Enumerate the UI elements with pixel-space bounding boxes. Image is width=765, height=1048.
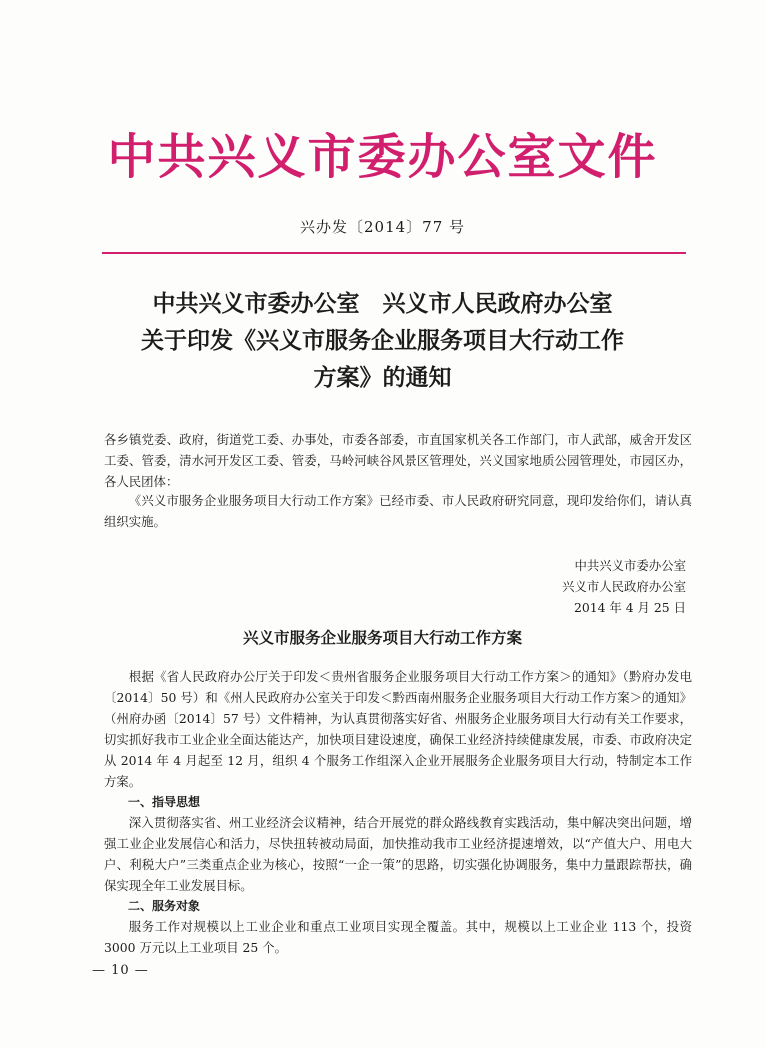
plan-body: [104, 666, 692, 958]
section-text-guiding-ideology: 深入贯彻落实省、州工业经济会议精神，结合开展党的群众路线教育实践活动，集中解决突出问题，增强工业企业发展信心和活力，尽快扭转被动局面，加快推动我市工业经济提速增效，以“产值大户、用电大户、利税大户”三类重点企业为核心，按照“一企一策”的思路，切实强化协调服务，集中力量跟踪帮扶，确保实现全年工业发展目标。: [104, 815, 692, 893]
document-number: 兴办发〔2014〕77 号: [299, 218, 466, 236]
signature-date: 2014 年 4 月 25 日: [573, 600, 686, 615]
notice-title: [80, 285, 685, 396]
notice-title-line-2: 关于印发《兴义市服务企业服务项目大行动工作: [141, 327, 624, 354]
recipients-paragraph: 各乡镇党委、政府，街道党工委、办事处，市委各部委，市直国家机关各工作部门，市人武部，威舍开发区工委、管委，清水河开发区工委、管委，马岭河峡谷风景区管理处，兴义国家地质公园管理处，市园区办，各人民团体：: [104, 432, 692, 489]
section-heading-service-targets: 二、服务对象: [128, 899, 201, 913]
notice-paragraph: 《兴义市服务企业服务项目大行动工作方案》已经市委、市人民政府研究同意，现印发给你们，请认真组织实施。: [104, 493, 692, 529]
masthead-title: 中共兴义市委办公室文件: [107, 129, 658, 185]
notice-title-line-1: 中共兴义市委办公室 兴义市人民政府办公室: [152, 290, 613, 317]
signature-org-2: 兴义市人民政府办公室: [562, 579, 686, 594]
section-heading-guiding-ideology: 一、指导思想: [128, 795, 201, 809]
red-divider-line: [102, 252, 686, 254]
page-number: — 10 —: [92, 963, 149, 978]
signature-block: [562, 555, 686, 618]
section-text-service-targets: 服务工作对规模以上工业企业和重点工业项目实现全覆盖。其中，规模以上工业企业 113 个，投资 3000 万元以上工业项目 25 个。: [104, 919, 692, 955]
plan-title: 兴义市服务企业服务项目大行动工作方案: [242, 628, 522, 647]
signature-org-1: 中共兴义市委办公室: [574, 558, 686, 573]
plan-intro-paragraph: 根据《省人民政府办公厅关于印发＜贵州省服务企业服务项目大行动工作方案＞的通知》（黔府办发电〔2014〕50 号）和《州人民政府办公室关于印发＜黔西南州服务企业服务项目大行动工作方案＞的通知》（州府办函〔2014〕57 号）文件精神，为认真贯彻落实好省、州服务企业服务项目大行动有关工作要求，切实抓好我市工业企业全面达能达产，加快项目建设速度，确保工业经济持续健康发展，市委、市政府决定从 2014 年 4 月起至 12 月，组织 4 个服务工作组深入企业开展服务企业服务项目大行动，特制定本工作方案。: [104, 669, 692, 789]
notice-title-line-3: 方案》的通知: [313, 364, 452, 391]
